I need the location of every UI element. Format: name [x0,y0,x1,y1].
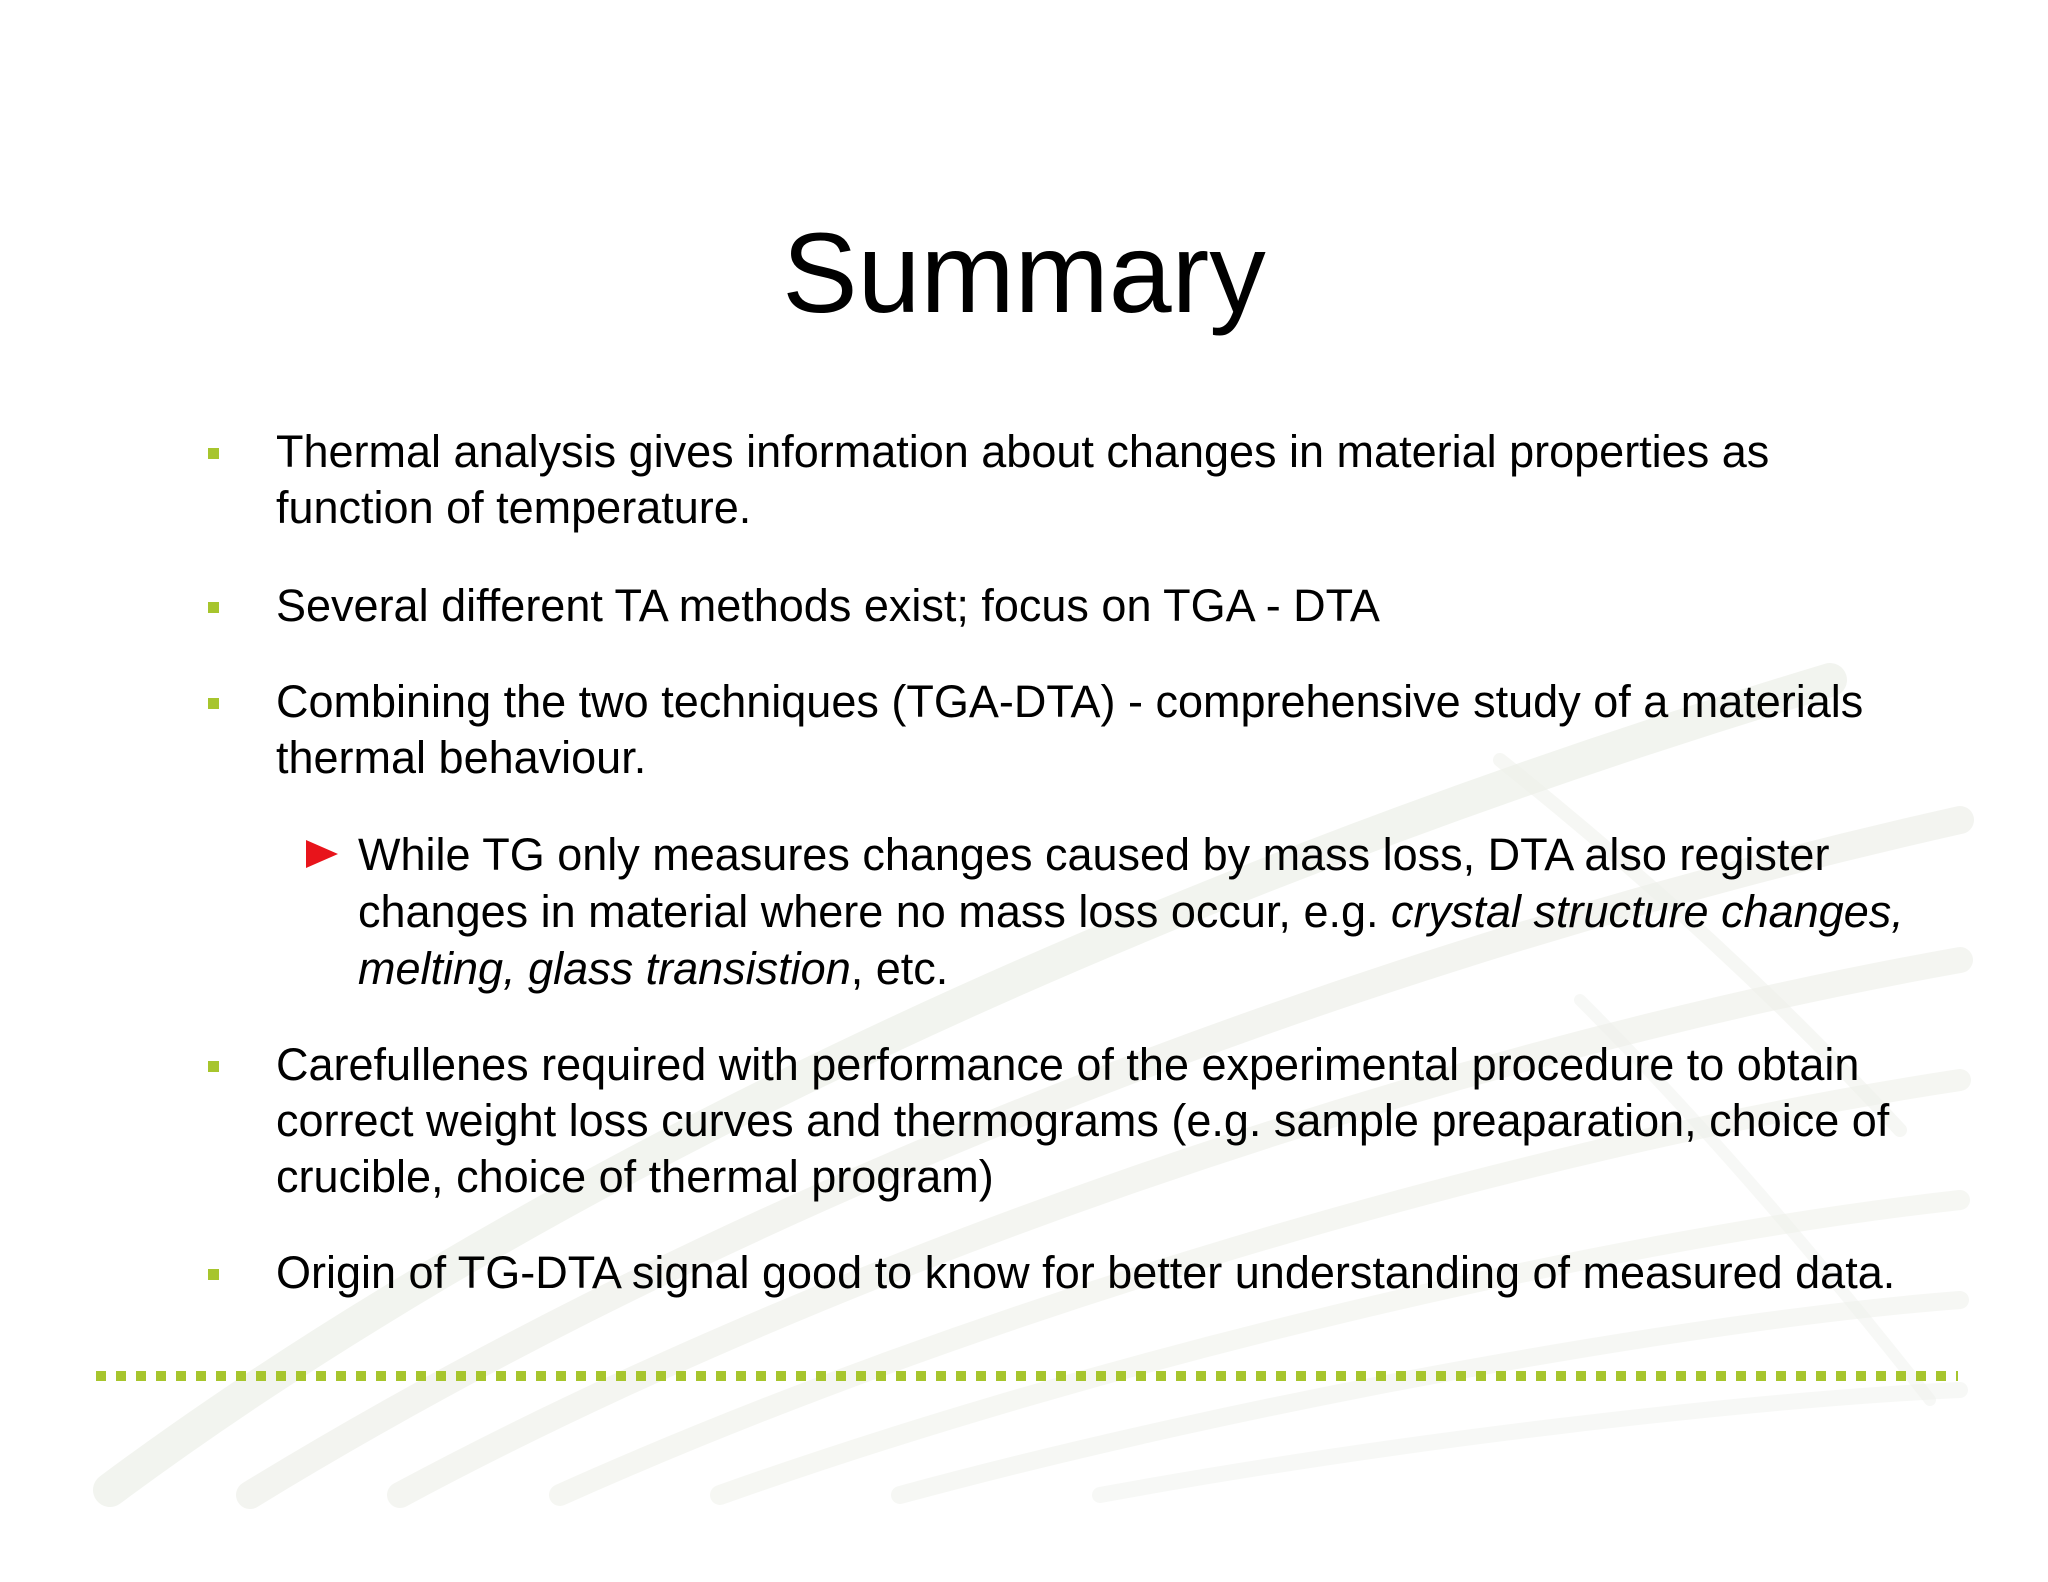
bullet-text: Combining the two techniques (TGA-DTA) - comprehensive study of a materials thermal behaviour. [276,676,1864,783]
square-bullet-icon [208,1269,219,1280]
bullet-text: Thermal analysis gives information about changes in material properties as function of temperature. [276,426,1770,533]
bullet-list [208,424,1908,1301]
bullet-text: Origin of TG-DTA signal good to know for better understanding of measured data. [276,1247,1896,1298]
dotted-divider [96,1370,1958,1382]
bullet-item [208,1037,1908,1205]
sub-bullet-text [358,826,1908,997]
bullet-item [208,674,1908,786]
square-bullet-icon [208,448,219,459]
bullet-item [208,1245,1908,1301]
square-bullet-icon [208,698,219,709]
sub-bullet-lead: While TG only measures changes caused by mass loss, DTA also register changes in material where no mass loss occur, e.g. [358,829,1830,937]
sub-bullet-tail: , etc. [850,943,949,994]
bullet-item [208,578,1908,634]
sub-bullet-item [304,826,1908,997]
bullet-text: Several different TA methods exist; focus on TGA - DTA [276,580,1380,631]
bullet-item [208,424,1908,536]
bullet-text: Carefullenes required with performance of the experimental procedure to obtain correct weight loss curves and thermograms (e.g. sample preaparation, choice of crucible, choice of thermal program) [276,1039,1890,1202]
square-bullet-icon [208,602,219,613]
slide-title: Summary [782,210,1266,336]
square-bullet-icon [208,1061,219,1072]
sub-bullet-emphasis: crystal structure changes, melting, glass transistion [358,886,1904,994]
red-arrow-icon [304,836,340,872]
